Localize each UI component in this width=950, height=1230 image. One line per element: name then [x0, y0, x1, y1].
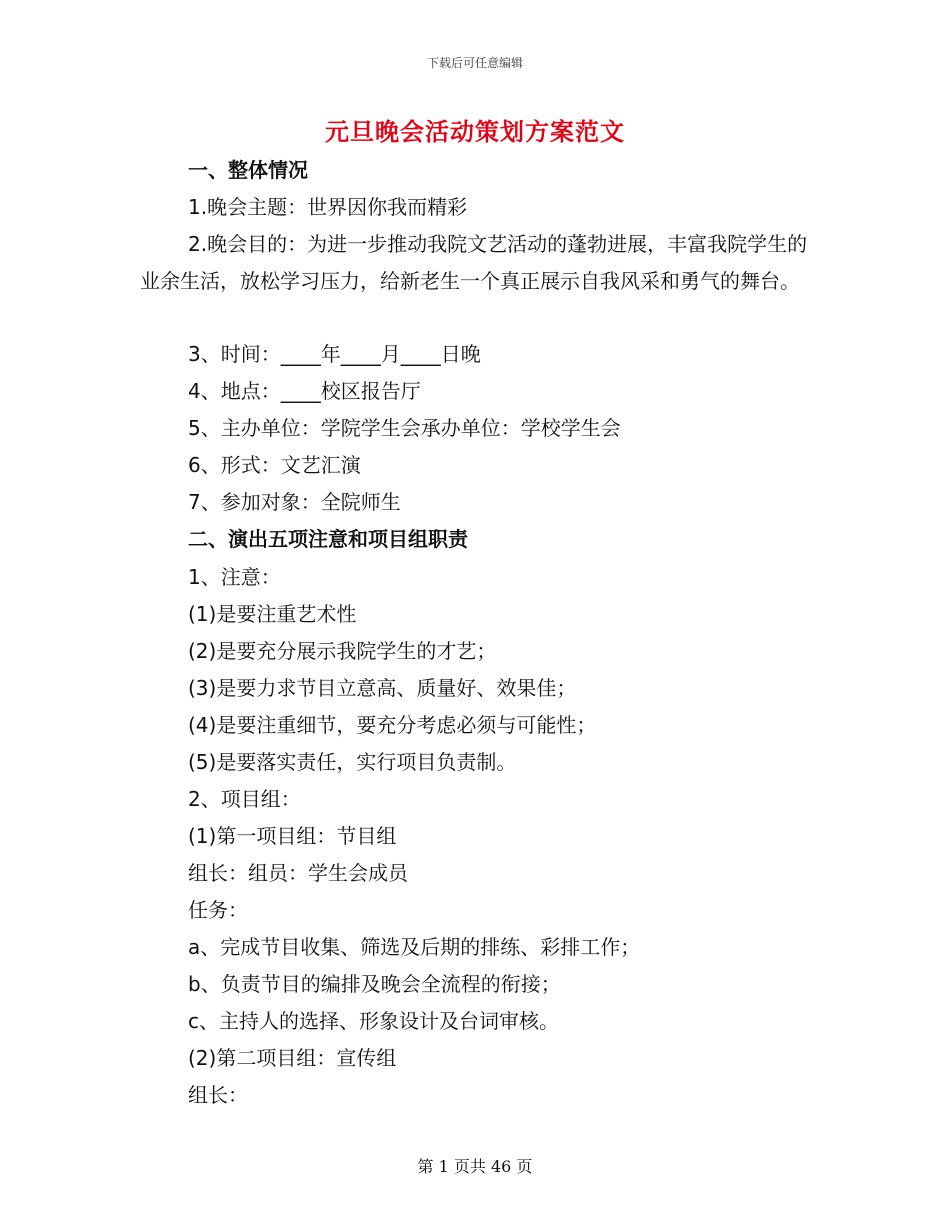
- group-task-item: c、主持人的选择、形象设计及台词审核。: [188, 1009, 559, 1033]
- item-audience: 7、参加对象：全院师生: [188, 490, 401, 514]
- group-title: (2)第二项目组：宣传组: [188, 1046, 397, 1070]
- group-members: 组长：组员：学生会成员: [188, 861, 408, 885]
- notice-heading: 1、注意：: [188, 565, 281, 589]
- item-time: 3、时间：____年____月____日晚: [188, 342, 481, 366]
- document-title: 元旦晚会活动策划方案范文: [325, 118, 625, 146]
- item-theme: 1.晚会主题：世界因你我而精彩: [188, 195, 468, 219]
- item-host: 5、主办单位：学院学生会承办单位：学校学生会: [188, 416, 621, 440]
- page-number: 第 1 页共 46 页: [417, 1157, 533, 1176]
- groups-heading: 2、项目组：: [188, 787, 301, 811]
- item-form: 6、形式：文艺汇演: [188, 453, 361, 477]
- notice-item: (5)是要落实责任，实行项目负责制。: [188, 750, 517, 774]
- section-heading-overview: 一、整体情况: [188, 158, 308, 182]
- notice-item: (2)是要充分展示我院学生的才艺；: [188, 639, 497, 663]
- section-heading-notes: 二、演出五项注意和项目组职责: [188, 527, 468, 551]
- group-task-item: a、完成节目收集、筛选及后期的排练、彩排工作；: [188, 935, 641, 959]
- notice-item: (4)是要注重细节，要充分考虑必须与可能性；: [188, 713, 597, 737]
- item-place: 4、地点：____校区报告厅: [188, 379, 421, 403]
- group-leader: 组长：: [188, 1083, 248, 1107]
- group-task-item: b、负责节目的编排及晚会全流程的衔接；: [188, 972, 561, 996]
- notice-item: (3)是要力求节目立意高、质量好、效果佳；: [188, 676, 577, 700]
- group-title: (1)第一项目组：节目组: [188, 824, 397, 848]
- notice-item: (1)是要注重艺术性: [188, 602, 357, 626]
- header-note: 下载后可任意编辑: [426, 56, 523, 70]
- item-purpose: 2.晚会目的：为进一步推动我院文艺活动的蓬勃进展，丰富我院学生的业余生活，放松学习压力，给新老生一个真正展示自我风采和勇气的舞台。: [140, 232, 808, 293]
- group-task-label: 任务：: [188, 898, 248, 922]
